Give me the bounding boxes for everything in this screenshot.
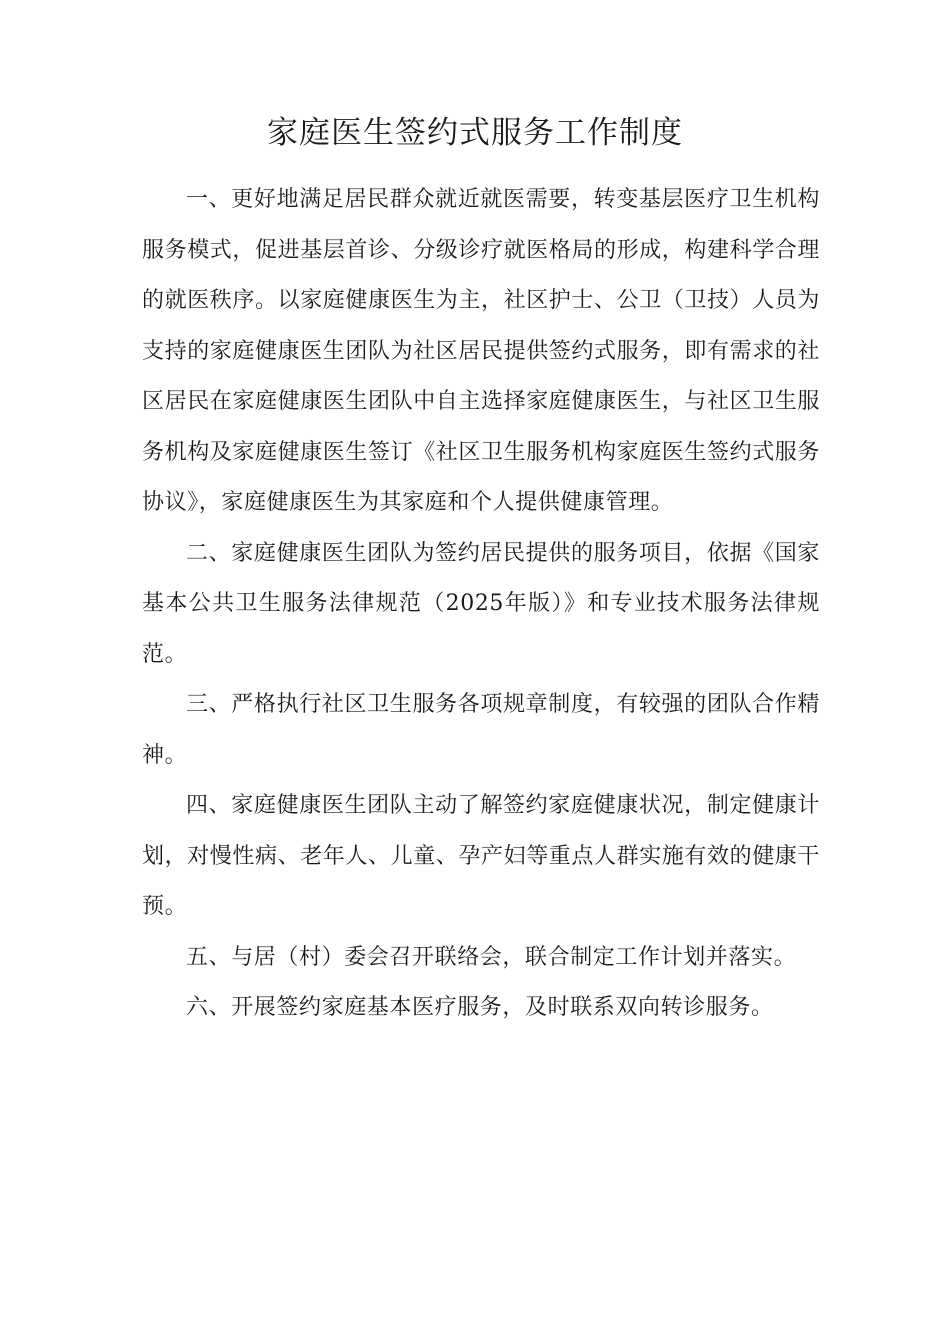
paragraph-3: 三、严格执行社区卫生服务各项规章制度，有较强的团队合作精神。 (142, 692, 820, 768)
document-title: 家庭医生签约式服务工作制度 (267, 115, 683, 151)
paragraph-2: 二、家庭健康医生团队为签约居民提供的服务项目，依据《国家基本公共卫生服务法律规范（2025年版）》和专业技术服务法律规范。 (142, 540, 820, 667)
paragraph-4: 四、家庭健康医生团队主动了解签约家庭健康状况，制定健康计划，对慢性病、老年人、儿童、孕产妇等重点人群实施有效的健康干预。 (142, 793, 821, 919)
paragraph-1: 一、更好地满足居民群众就近就医需要，转变基层医疗卫生机构服务模式，促进基层首诊、分级诊疗就医格局的形成，构建科学合理的就医秩序。以家庭健康医生为主，社区护士、公卫（卫技）人员为支持的家庭健康医生团队为社区居民提供签约式服务，即有需求的社区居民在家庭健康医生团队中自主选择家庭健康医生，与社区卫生服务机构及家庭健康医生签订《社区卫生服务机构家庭医生签约式服务协议》，家庭健康医生为其家庭和个人提供健康管理。 (142, 187, 821, 515)
paragraph-5: 五、与居（村）委会召开联络会，联合制定工作计划并落实。 (186, 944, 797, 970)
paragraph-6: 六、开展签约家庭基本医疗服务，及时联系双向转诊服务。 (186, 995, 774, 1020)
document-body (142, 175, 820, 1034)
